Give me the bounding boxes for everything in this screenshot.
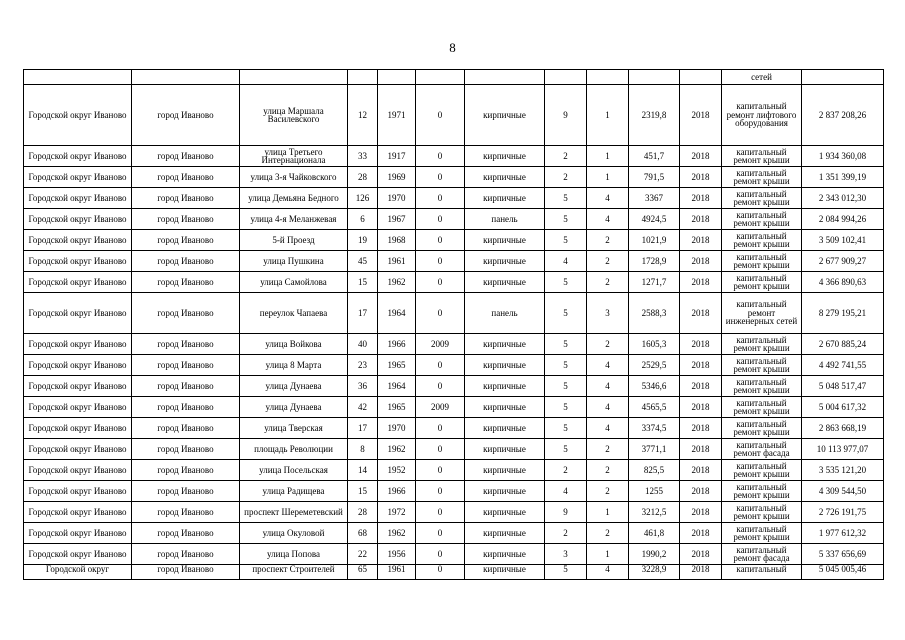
year-reconstructed-cell: 0 bbox=[416, 481, 465, 502]
planned-year-cell: 2018 bbox=[680, 209, 722, 230]
work-type-cell: капитальный ремонт крыши bbox=[722, 209, 802, 230]
planned-year-cell: 2018 bbox=[680, 230, 722, 251]
cost-cell: 5 004 617,32 bbox=[802, 397, 884, 418]
district-cell: Городской округ Иваново bbox=[24, 418, 132, 439]
wall-material-cell: кирпичные bbox=[465, 251, 545, 272]
year-built-cell: 1968 bbox=[378, 230, 416, 251]
city-cell: город Иваново bbox=[132, 376, 240, 397]
entrances-cell: 1 bbox=[587, 167, 629, 188]
cost-cell: 5 048 517,47 bbox=[802, 376, 884, 397]
house-number-cell: 28 bbox=[348, 167, 378, 188]
wall-material-cell: кирпичные bbox=[465, 481, 545, 502]
city-cell: город Иваново bbox=[132, 167, 240, 188]
street-cell: 5-й Проезд bbox=[240, 230, 348, 251]
planned-year-cell: 2018 bbox=[680, 272, 722, 293]
year-reconstructed-cell: 0 bbox=[416, 418, 465, 439]
year-reconstructed-cell: 0 bbox=[416, 439, 465, 460]
wall-material-cell: кирпичные bbox=[465, 502, 545, 523]
street-cell: улица Окуловой bbox=[240, 523, 348, 544]
table-row bbox=[24, 355, 884, 376]
house-number-cell: 45 bbox=[348, 251, 378, 272]
work-type-cell: капитальный bbox=[722, 565, 802, 580]
city-cell: город Иваново bbox=[132, 146, 240, 167]
year-reconstructed-cell: 0 bbox=[416, 209, 465, 230]
area-cell: 1021,9 bbox=[629, 230, 680, 251]
cost-cell: 2 677 909,27 bbox=[802, 251, 884, 272]
table-row bbox=[24, 188, 884, 209]
floors-cell: 4 bbox=[545, 481, 587, 502]
district-cell: Городской округ Иваново bbox=[24, 460, 132, 481]
table-row bbox=[24, 146, 884, 167]
year-built-cell: 1961 bbox=[378, 565, 416, 580]
year-reconstructed-cell: 0 bbox=[416, 544, 465, 565]
entrances-cell: 4 bbox=[587, 565, 629, 580]
street-cell: площадь Революции bbox=[240, 439, 348, 460]
table-row bbox=[24, 272, 884, 293]
entrances-cell: 2 bbox=[587, 439, 629, 460]
year-built-cell: 1962 bbox=[378, 523, 416, 544]
city-cell: город Иваново bbox=[132, 230, 240, 251]
street-cell: улица 3-я Чайковского bbox=[240, 167, 348, 188]
entrances-cell: 4 bbox=[587, 188, 629, 209]
cost-cell: 2 343 012,30 bbox=[802, 188, 884, 209]
wall-material-cell: кирпичные bbox=[465, 272, 545, 293]
area-cell: 3212,5 bbox=[629, 502, 680, 523]
year-reconstructed-cell: 0 bbox=[416, 230, 465, 251]
entrances-cell: 1 bbox=[587, 544, 629, 565]
floors-cell: 5 bbox=[545, 272, 587, 293]
area-cell: 451,7 bbox=[629, 146, 680, 167]
city-cell: город Иваново bbox=[132, 188, 240, 209]
city-cell: город Иваново bbox=[132, 418, 240, 439]
work-type-cell: сетей bbox=[722, 70, 802, 85]
year-built-cell: 1917 bbox=[378, 146, 416, 167]
table-row bbox=[24, 209, 884, 230]
wall-material-cell: кирпичные bbox=[465, 565, 545, 580]
city-cell: город Иваново bbox=[132, 251, 240, 272]
street-cell: улица 8 Марта bbox=[240, 355, 348, 376]
district-cell: Городской округ Иваново bbox=[24, 481, 132, 502]
floors-cell: 5 bbox=[545, 565, 587, 580]
planned-year-cell: 2018 bbox=[680, 418, 722, 439]
year-built-cell: 1965 bbox=[378, 397, 416, 418]
work-type-cell: капитальный ремонт крыши bbox=[722, 188, 802, 209]
street-cell: улица Попова bbox=[240, 544, 348, 565]
entrances-cell: 2 bbox=[587, 230, 629, 251]
wall-material-cell: кирпичные bbox=[465, 230, 545, 251]
entrances-cell: 2 bbox=[587, 272, 629, 293]
entrances-cell: 1 bbox=[587, 85, 629, 146]
street-cell: улица Посельская bbox=[240, 460, 348, 481]
house-number-cell: 65 bbox=[348, 565, 378, 580]
cost-cell: 4 492 741,55 bbox=[802, 355, 884, 376]
work-type-cell: капитальный ремонт крыши bbox=[722, 481, 802, 502]
year-reconstructed-cell: 0 bbox=[416, 146, 465, 167]
floors-cell: 3 bbox=[545, 544, 587, 565]
table-row bbox=[24, 397, 884, 418]
floors-cell: 2 bbox=[545, 146, 587, 167]
cost-cell: 2 863 668,19 bbox=[802, 418, 884, 439]
entrances-cell: 3 bbox=[587, 293, 629, 334]
entrances-cell: 2 bbox=[587, 334, 629, 355]
district-cell: Городской округ Иваново bbox=[24, 230, 132, 251]
year-reconstructed-cell: 0 bbox=[416, 502, 465, 523]
cost-cell: 1 977 612,32 bbox=[802, 523, 884, 544]
house-number-cell: 15 bbox=[348, 481, 378, 502]
year-built-cell: 1952 bbox=[378, 460, 416, 481]
cost-cell: 3 509 102,41 bbox=[802, 230, 884, 251]
house-number-cell: 42 bbox=[348, 397, 378, 418]
wall-material-cell: кирпичные bbox=[465, 85, 545, 146]
work-type-cell: капитальный ремонт инженерных сетей bbox=[722, 293, 802, 334]
city-cell: город Иваново bbox=[132, 481, 240, 502]
street-cell: улица Маршала Василевского bbox=[240, 85, 348, 146]
cost-cell: 4 366 890,63 bbox=[802, 272, 884, 293]
planned-year-cell: 2018 bbox=[680, 481, 722, 502]
cost-cell: 3 535 121,20 bbox=[802, 460, 884, 481]
house-number-cell: 19 bbox=[348, 230, 378, 251]
district-cell: Городской округ bbox=[24, 565, 132, 580]
housing-repair-table bbox=[23, 69, 884, 580]
street-cell: улица Радищева bbox=[240, 481, 348, 502]
floors-cell: 5 bbox=[545, 397, 587, 418]
district-cell: Городской округ Иваново bbox=[24, 502, 132, 523]
street-cell: улица 4-я Меланжевая bbox=[240, 209, 348, 230]
area-cell: 1255 bbox=[629, 481, 680, 502]
planned-year-cell: 2018 bbox=[680, 460, 722, 481]
year-built-cell: 1970 bbox=[378, 418, 416, 439]
district-cell: Городской округ Иваново bbox=[24, 376, 132, 397]
year-built-cell: 1964 bbox=[378, 376, 416, 397]
cost-cell: 5 045 005,46 bbox=[802, 565, 884, 580]
street-cell: улица Войкова bbox=[240, 334, 348, 355]
city-cell: город Иваново bbox=[132, 523, 240, 544]
table-row bbox=[24, 167, 884, 188]
work-type-cell: капитальный ремонт лифтового оборудования bbox=[722, 85, 802, 146]
year-reconstructed-cell: 2009 bbox=[416, 334, 465, 355]
work-type-cell: капитальный ремонт крыши bbox=[722, 251, 802, 272]
cost-cell: 1 934 360,08 bbox=[802, 146, 884, 167]
cost-cell: 1 351 399,19 bbox=[802, 167, 884, 188]
year-built-cell: 1969 bbox=[378, 167, 416, 188]
house-number-cell: 68 bbox=[348, 523, 378, 544]
entrances-cell: 2 bbox=[587, 481, 629, 502]
floors-cell: 5 bbox=[545, 293, 587, 334]
planned-year-cell: 2018 bbox=[680, 251, 722, 272]
work-type-cell: капитальный ремонт крыши bbox=[722, 397, 802, 418]
wall-material-cell: кирпичные bbox=[465, 188, 545, 209]
floors-cell: 9 bbox=[545, 85, 587, 146]
district-cell: Городской округ Иваново bbox=[24, 272, 132, 293]
cost-cell: 5 337 656,69 bbox=[802, 544, 884, 565]
house-number-cell: 36 bbox=[348, 376, 378, 397]
floors-cell: 5 bbox=[545, 230, 587, 251]
street-cell: улица Третьего Интернационала bbox=[240, 146, 348, 167]
wall-material-cell: панель bbox=[465, 293, 545, 334]
house-number-cell: 126 bbox=[348, 188, 378, 209]
year-reconstructed-cell: 0 bbox=[416, 460, 465, 481]
table-row bbox=[24, 439, 884, 460]
area-cell: 2588,3 bbox=[629, 293, 680, 334]
work-type-cell: капитальный ремонт крыши bbox=[722, 334, 802, 355]
work-type-cell: капитальный ремонт крыши bbox=[722, 230, 802, 251]
district-cell: Городской округ Иваново bbox=[24, 293, 132, 334]
floors-cell: 5 bbox=[545, 188, 587, 209]
floors-cell: 9 bbox=[545, 502, 587, 523]
wall-material-cell: кирпичные bbox=[465, 439, 545, 460]
house-number-cell: 14 bbox=[348, 460, 378, 481]
year-built-cell: 1970 bbox=[378, 188, 416, 209]
year-built-cell: 1956 bbox=[378, 544, 416, 565]
year-built-cell: 1966 bbox=[378, 334, 416, 355]
year-reconstructed-cell: 0 bbox=[416, 565, 465, 580]
year-reconstructed-cell: 0 bbox=[416, 376, 465, 397]
wall-material-cell: кирпичные bbox=[465, 355, 545, 376]
work-type-cell: капитальный ремонт фасада bbox=[722, 544, 802, 565]
planned-year-cell: 2018 bbox=[680, 188, 722, 209]
year-reconstructed-cell: 0 bbox=[416, 251, 465, 272]
district-cell: Городской округ Иваново bbox=[24, 334, 132, 355]
work-type-cell: капитальный ремонт крыши bbox=[722, 376, 802, 397]
area-cell: 1605,3 bbox=[629, 334, 680, 355]
house-number-cell: 23 bbox=[348, 355, 378, 376]
street-cell: улица Тверская bbox=[240, 418, 348, 439]
house-number-cell: 28 bbox=[348, 502, 378, 523]
district-cell: Городской округ Иваново bbox=[24, 146, 132, 167]
city-cell: город Иваново bbox=[132, 272, 240, 293]
cost-cell: 2 084 994,26 bbox=[802, 209, 884, 230]
year-reconstructed-cell: 0 bbox=[416, 85, 465, 146]
year-built-cell: 1962 bbox=[378, 439, 416, 460]
area-cell: 3367 bbox=[629, 188, 680, 209]
planned-year-cell: 2018 bbox=[680, 397, 722, 418]
wall-material-cell: панель bbox=[465, 209, 545, 230]
cost-cell: 8 279 195,21 bbox=[802, 293, 884, 334]
area-cell: 3374,5 bbox=[629, 418, 680, 439]
entrances-cell: 2 bbox=[587, 251, 629, 272]
table-row bbox=[24, 523, 884, 544]
table-row bbox=[24, 544, 884, 565]
area-cell: 4565,5 bbox=[629, 397, 680, 418]
year-reconstructed-cell: 0 bbox=[416, 188, 465, 209]
district-cell: Городской округ Иваново bbox=[24, 397, 132, 418]
floors-cell: 5 bbox=[545, 209, 587, 230]
entrances-cell: 4 bbox=[587, 355, 629, 376]
table-row bbox=[24, 460, 884, 481]
work-type-cell: капитальный ремонт крыши bbox=[722, 460, 802, 481]
work-type-cell: капитальный ремонт крыши bbox=[722, 146, 802, 167]
year-built-cell: 1967 bbox=[378, 209, 416, 230]
area-cell: 825,5 bbox=[629, 460, 680, 481]
cost-cell: 2 837 208,26 bbox=[802, 85, 884, 146]
house-number-cell: 33 bbox=[348, 146, 378, 167]
entrances-cell: 1 bbox=[587, 146, 629, 167]
city-cell: город Иваново bbox=[132, 502, 240, 523]
table-body bbox=[24, 70, 884, 580]
city-cell: город Иваново bbox=[132, 293, 240, 334]
wall-material-cell: кирпичные bbox=[465, 397, 545, 418]
area-cell: 3771,1 bbox=[629, 439, 680, 460]
city-cell: город Иваново bbox=[132, 439, 240, 460]
planned-year-cell: 2018 bbox=[680, 167, 722, 188]
street-cell: улица Пушкина bbox=[240, 251, 348, 272]
year-reconstructed-cell: 0 bbox=[416, 523, 465, 544]
area-cell: 1728,9 bbox=[629, 251, 680, 272]
area-cell: 5346,6 bbox=[629, 376, 680, 397]
area-cell: 3228,9 bbox=[629, 565, 680, 580]
work-type-cell: капитальный ремонт крыши bbox=[722, 272, 802, 293]
year-reconstructed-cell: 2009 bbox=[416, 397, 465, 418]
year-built-cell: 1964 bbox=[378, 293, 416, 334]
wall-material-cell: кирпичные bbox=[465, 544, 545, 565]
district-cell: Городской округ Иваново bbox=[24, 251, 132, 272]
cost-cell: 2 670 885,24 bbox=[802, 334, 884, 355]
area-cell: 1271,7 bbox=[629, 272, 680, 293]
area-cell: 4924,5 bbox=[629, 209, 680, 230]
wall-material-cell: кирпичные bbox=[465, 146, 545, 167]
street-cell: проспект Шереметевский bbox=[240, 502, 348, 523]
wall-material-cell: кирпичные bbox=[465, 460, 545, 481]
floors-cell: 2 bbox=[545, 523, 587, 544]
floors-cell: 5 bbox=[545, 418, 587, 439]
work-type-cell: капитальный ремонт крыши bbox=[722, 355, 802, 376]
district-cell: Городской округ Иваново bbox=[24, 439, 132, 460]
district-cell: Городской округ Иваново bbox=[24, 544, 132, 565]
district-cell: Городской округ Иваново bbox=[24, 188, 132, 209]
year-built-cell: 1972 bbox=[378, 502, 416, 523]
planned-year-cell: 2018 bbox=[680, 146, 722, 167]
area-cell: 2529,5 bbox=[629, 355, 680, 376]
table-row bbox=[24, 251, 884, 272]
floors-cell: 5 bbox=[545, 355, 587, 376]
table-row bbox=[24, 293, 884, 334]
entrances-cell: 2 bbox=[587, 523, 629, 544]
planned-year-cell: 2018 bbox=[680, 544, 722, 565]
floors-cell: 5 bbox=[545, 439, 587, 460]
street-cell: переулок Чапаева bbox=[240, 293, 348, 334]
city-cell: город Иваново bbox=[132, 565, 240, 580]
year-built-cell: 1961 bbox=[378, 251, 416, 272]
entrances-cell: 1 bbox=[587, 502, 629, 523]
house-number-cell: 22 bbox=[348, 544, 378, 565]
city-cell: город Иваново bbox=[132, 85, 240, 146]
entrances-cell: 4 bbox=[587, 397, 629, 418]
area-cell: 461,8 bbox=[629, 523, 680, 544]
work-type-cell: капитальный ремонт крыши bbox=[722, 167, 802, 188]
city-cell: город Иваново bbox=[132, 544, 240, 565]
wall-material-cell: кирпичные bbox=[465, 167, 545, 188]
district-cell: Городской округ Иваново bbox=[24, 85, 132, 146]
city-cell: город Иваново bbox=[132, 460, 240, 481]
planned-year-cell: 2018 bbox=[680, 439, 722, 460]
floors-cell: 2 bbox=[545, 167, 587, 188]
planned-year-cell: 2018 bbox=[680, 523, 722, 544]
planned-year-cell: 2018 bbox=[680, 565, 722, 580]
house-number-cell: 17 bbox=[348, 293, 378, 334]
house-number-cell: 17 bbox=[348, 418, 378, 439]
planned-year-cell: 2018 bbox=[680, 376, 722, 397]
table-row-continuation bbox=[24, 70, 884, 85]
district-cell: Городской округ Иваново bbox=[24, 355, 132, 376]
district-cell: Городской округ Иваново bbox=[24, 523, 132, 544]
entrances-cell: 4 bbox=[587, 418, 629, 439]
street-cell: улица Демьяна Бедного bbox=[240, 188, 348, 209]
year-reconstructed-cell: 0 bbox=[416, 167, 465, 188]
entrances-cell: 4 bbox=[587, 376, 629, 397]
table-row bbox=[24, 334, 884, 355]
wall-material-cell: кирпичные bbox=[465, 418, 545, 439]
street-cell: проспект Строителей bbox=[240, 565, 348, 580]
district-cell: Городской округ Иваново bbox=[24, 167, 132, 188]
planned-year-cell: 2018 bbox=[680, 85, 722, 146]
wall-material-cell: кирпичные bbox=[465, 523, 545, 544]
house-number-cell: 8 bbox=[348, 439, 378, 460]
cost-cell: 10 113 977,07 bbox=[802, 439, 884, 460]
table-row bbox=[24, 565, 884, 580]
year-built-cell: 1962 bbox=[378, 272, 416, 293]
work-type-cell: капитальный ремонт крыши bbox=[722, 418, 802, 439]
floors-cell: 5 bbox=[545, 376, 587, 397]
street-cell: улица Самойлова bbox=[240, 272, 348, 293]
street-cell: улица Дунаева bbox=[240, 397, 348, 418]
city-cell: город Иваново bbox=[132, 397, 240, 418]
floors-cell: 2 bbox=[545, 460, 587, 481]
table-row bbox=[24, 85, 884, 146]
house-number-cell: 40 bbox=[348, 334, 378, 355]
planned-year-cell: 2018 bbox=[680, 334, 722, 355]
year-reconstructed-cell: 0 bbox=[416, 355, 465, 376]
house-number-cell: 15 bbox=[348, 272, 378, 293]
table-row bbox=[24, 418, 884, 439]
floors-cell: 4 bbox=[545, 251, 587, 272]
page-number: 8 bbox=[449, 40, 456, 55]
wall-material-cell: кирпичные bbox=[465, 334, 545, 355]
entrances-cell: 2 bbox=[587, 460, 629, 481]
area-cell: 791,5 bbox=[629, 167, 680, 188]
house-number-cell: 6 bbox=[348, 209, 378, 230]
planned-year-cell: 2018 bbox=[680, 355, 722, 376]
city-cell: город Иваново bbox=[132, 355, 240, 376]
city-cell: город Иваново bbox=[132, 334, 240, 355]
planned-year-cell: 2018 bbox=[680, 502, 722, 523]
area-cell: 1990,2 bbox=[629, 544, 680, 565]
year-reconstructed-cell: 0 bbox=[416, 272, 465, 293]
cost-cell: 4 309 544,50 bbox=[802, 481, 884, 502]
table-row bbox=[24, 481, 884, 502]
table-row bbox=[24, 502, 884, 523]
work-type-cell: капитальный ремонт фасада bbox=[722, 439, 802, 460]
year-built-cell: 1971 bbox=[378, 85, 416, 146]
area-cell: 2319,8 bbox=[629, 85, 680, 146]
year-built-cell: 1965 bbox=[378, 355, 416, 376]
entrances-cell: 4 bbox=[587, 209, 629, 230]
cost-cell: 2 726 191,75 bbox=[802, 502, 884, 523]
table-row bbox=[24, 376, 884, 397]
floors-cell: 5 bbox=[545, 334, 587, 355]
year-built-cell: 1966 bbox=[378, 481, 416, 502]
street-cell: улица Дунаева bbox=[240, 376, 348, 397]
planned-year-cell: 2018 bbox=[680, 293, 722, 334]
year-reconstructed-cell: 0 bbox=[416, 293, 465, 334]
work-type-cell: капитальный ремонт крыши bbox=[722, 502, 802, 523]
district-cell: Городской округ Иваново bbox=[24, 209, 132, 230]
wall-material-cell: кирпичные bbox=[465, 376, 545, 397]
work-type-cell: капитальный ремонт крыши bbox=[722, 523, 802, 544]
city-cell: город Иваново bbox=[132, 209, 240, 230]
table-row bbox=[24, 230, 884, 251]
house-number-cell: 12 bbox=[348, 85, 378, 146]
